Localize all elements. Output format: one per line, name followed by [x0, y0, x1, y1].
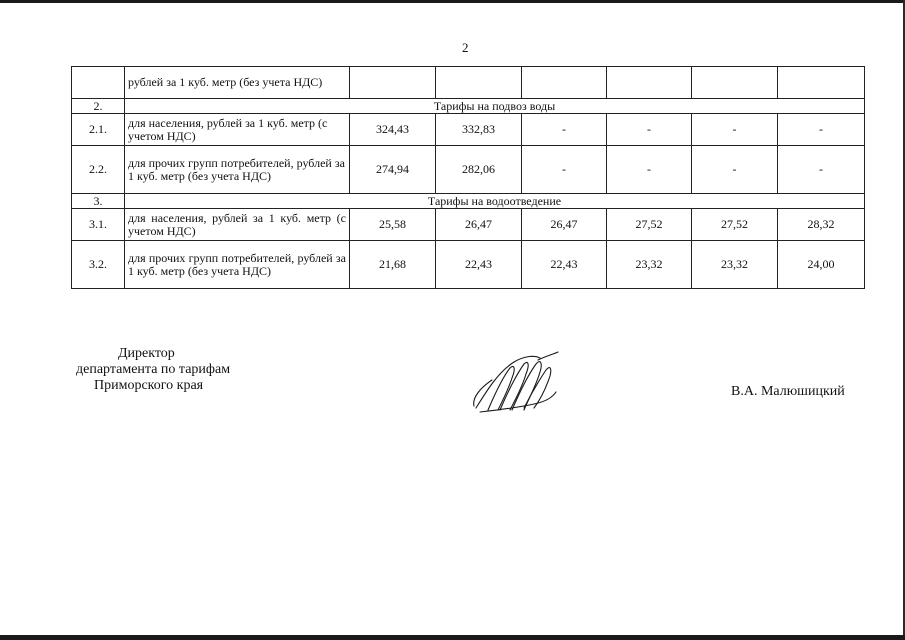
- signatory-position: Директор: [118, 346, 175, 361]
- tariff-value: -: [522, 114, 607, 146]
- tariff-value: -: [522, 146, 607, 194]
- row-description: для населения, рублей за 1 куб. метр (с учетом НДС): [125, 114, 350, 146]
- section-row: [72, 99, 865, 114]
- tariff-value: 274,94: [350, 146, 436, 194]
- tariff-value: [350, 67, 436, 99]
- tariff-value: 21,68: [350, 241, 436, 289]
- signatory-region: Приморского края: [94, 378, 204, 393]
- tariff-value: -: [778, 114, 865, 146]
- row-number: [72, 67, 125, 99]
- tariff-value: [607, 67, 692, 99]
- tariff-value: [522, 67, 607, 99]
- tariff-value: 27,52: [692, 209, 778, 241]
- table-row: [72, 146, 865, 194]
- section-number: 3.: [72, 194, 125, 209]
- table-row: [72, 241, 865, 289]
- page-number: 2: [462, 40, 469, 55]
- tariff-value: 26,47: [522, 209, 607, 241]
- tariff-value: 23,32: [692, 241, 778, 289]
- tariff-value: 332,83: [436, 114, 522, 146]
- tariff-value: -: [692, 114, 778, 146]
- section-title: Тарифы на подвоз воды: [125, 99, 865, 114]
- tariff-value: 26,47: [436, 209, 522, 241]
- tariff-table: [71, 66, 865, 289]
- tariff-value: 24,00: [778, 241, 865, 289]
- tariff-value: 324,43: [350, 114, 436, 146]
- row-description: рублей за 1 куб. метр (без учета НДС): [125, 67, 350, 99]
- table-row: [72, 67, 865, 99]
- table-row: [72, 114, 865, 146]
- section-title: Тарифы на водоотведение: [125, 194, 865, 209]
- handwritten-signature: [468, 348, 563, 418]
- row-description: для населения, рублей за 1 куб. метр (с учетом НДС): [125, 209, 350, 241]
- row-number: 2.2.: [72, 146, 125, 194]
- signatory-department: департамента по тарифам: [76, 362, 231, 377]
- tariff-value: -: [607, 146, 692, 194]
- signatory-title: [76, 346, 230, 394]
- tariff-value: 25,58: [350, 209, 436, 241]
- tariff-value: 28,32: [778, 209, 865, 241]
- row-number: 3.2.: [72, 241, 125, 289]
- tariff-value: 23,32: [607, 241, 692, 289]
- scan-edge-top: [0, 0, 905, 3]
- tariff-value: 27,52: [607, 209, 692, 241]
- tariff-value: 22,43: [436, 241, 522, 289]
- row-number: 2.1.: [72, 114, 125, 146]
- table-row: [72, 209, 865, 241]
- row-number: 3.1.: [72, 209, 125, 241]
- tariff-value: 282,06: [436, 146, 522, 194]
- tariff-value: -: [778, 146, 865, 194]
- tariff-value: [436, 67, 522, 99]
- tariff-value: [778, 67, 865, 99]
- tariff-value: 22,43: [522, 241, 607, 289]
- tariff-value: -: [607, 114, 692, 146]
- row-description: для прочих групп потребителей, рублей за 1 куб. метр (без учета НДС): [125, 241, 350, 289]
- scan-edge-bottom: [0, 635, 905, 640]
- section-row: [72, 194, 865, 209]
- signatory-name: В.А. Малюшицкий: [731, 384, 845, 399]
- row-description: для прочих групп потребителей, рублей за 1 куб. метр (без учета НДС): [125, 146, 350, 194]
- section-number: 2.: [72, 99, 125, 114]
- tariff-value: [692, 67, 778, 99]
- tariff-value: -: [692, 146, 778, 194]
